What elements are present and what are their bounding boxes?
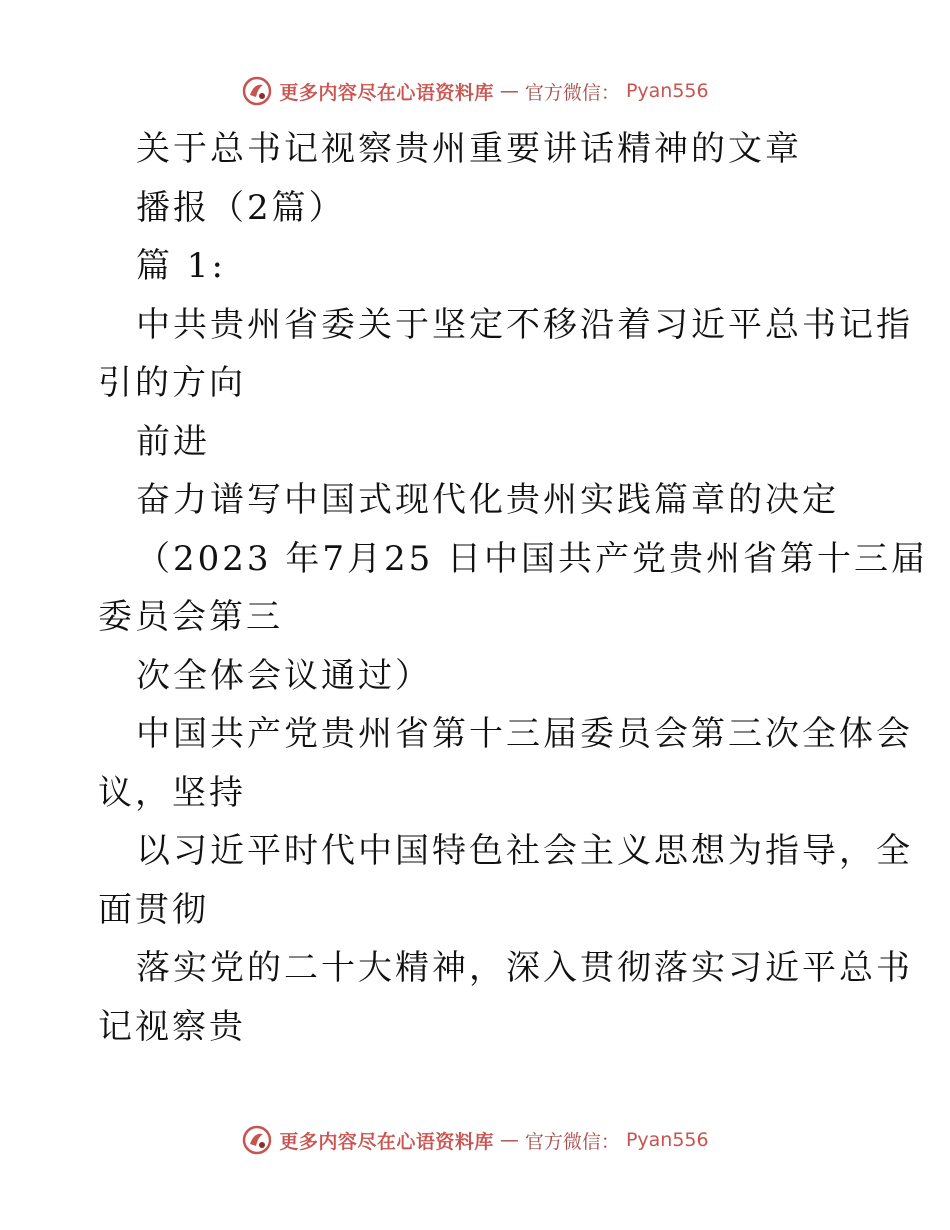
- text-line: 奋力谱写中国式现代化贵州实践篇章的决定: [136, 480, 839, 520]
- text-line: 前进: [136, 421, 210, 462]
- banner-separator: —: [499, 1129, 519, 1151]
- banner-label: 官方微信：: [524, 1130, 620, 1153]
- text-line: 引的方向: [98, 363, 246, 403]
- brand-logo-icon: [241, 75, 273, 107]
- text-line: 以习近平时代中国特色社会主义思想为指导，全: [136, 831, 913, 871]
- text-line: 关于总书记视察贵州重要讲话精神的文章: [136, 129, 802, 169]
- banner-label: 官方微信：: [524, 81, 620, 104]
- text-line: 落实党的二十大精神，深入贯彻落实习近平总书: [136, 948, 913, 988]
- text-line: 记视察贵: [98, 1006, 246, 1047]
- text-line: 播报（2篇）: [136, 187, 346, 228]
- text-line: 中国共产党贵州省第十三届委员会第三次全体会: [136, 714, 913, 754]
- banner-text: 更多内容尽在心语资料库: [279, 81, 494, 104]
- header-watermark-banner: [0, 71, 950, 111]
- text-line: 中共贵州省委关于坚定不移沿着习近平总书记指: [136, 304, 913, 345]
- footer-watermark-banner: [0, 1120, 950, 1160]
- text-line: 次全体会议通过）: [136, 655, 432, 696]
- text-line: 委员会第三: [98, 597, 283, 637]
- banner-text: 更多内容尽在心语资料库: [279, 1130, 494, 1153]
- text-line: （2023 年7月25 日中国共产党贵州省第十三届: [136, 538, 929, 579]
- text-line: 面贯彻: [98, 889, 209, 930]
- text-line: 篇 1:: [136, 246, 226, 286]
- document-body: [98, 120, 929, 1056]
- banner-wechat-id: Pyan556: [625, 1129, 709, 1151]
- banner-wechat-id: Pyan556: [625, 80, 709, 102]
- brand-logo-icon: [241, 1124, 273, 1156]
- text-line: 议，坚持: [98, 772, 246, 813]
- banner-separator: —: [499, 80, 519, 102]
